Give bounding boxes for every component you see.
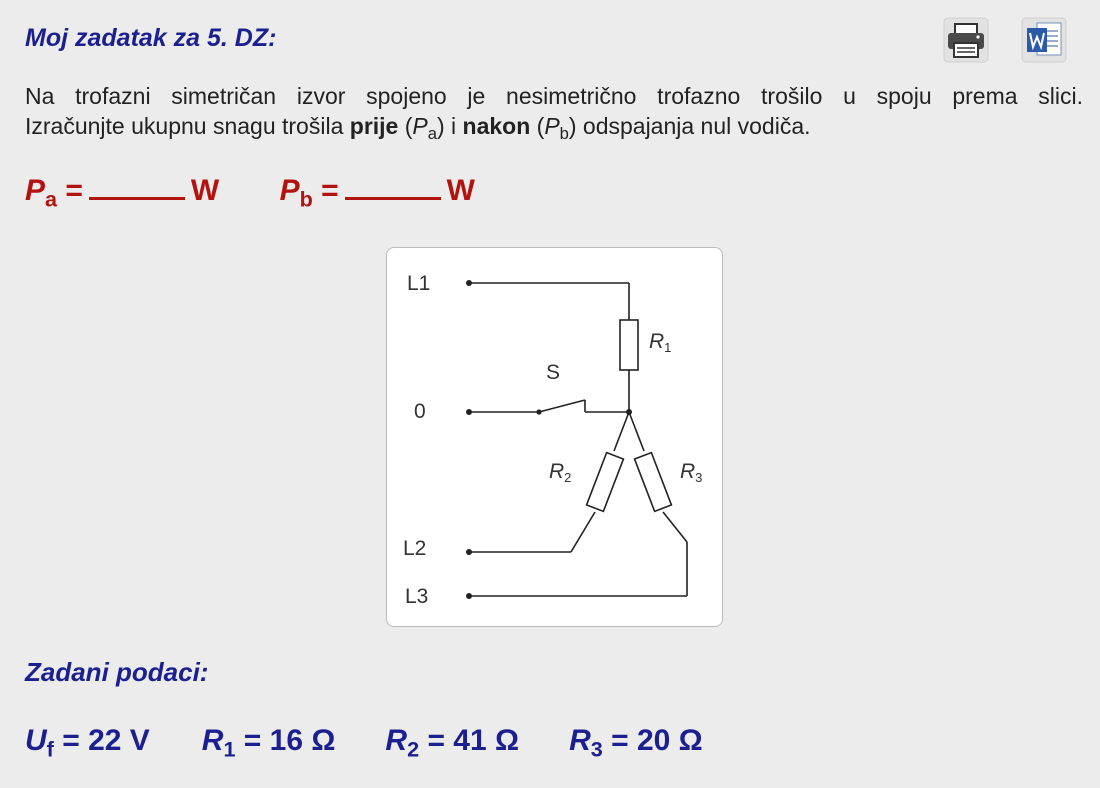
resistor-r2 [587, 453, 624, 512]
given-uf: $U_f = 22$ V [25, 724, 150, 762]
given-r1: $R_1 = 16$ Ω [201, 724, 336, 762]
label-l2: L2 [403, 537, 427, 560]
label-l1: L1 [407, 272, 431, 295]
answer-fields [25, 174, 475, 212]
label-r1: R1 [649, 330, 672, 355]
answer-pa-blank[interactable] [89, 177, 185, 200]
label-switch: S [546, 361, 561, 384]
label-neutral: 0 [414, 400, 426, 423]
resistor-r3 [635, 453, 672, 512]
circuit-diagram [386, 247, 723, 627]
label-l3: L3 [405, 585, 429, 608]
resistor-r1 [620, 320, 638, 370]
given-r2: $R_2 = 41$ Ω [385, 724, 520, 762]
answer-pa: $P_a = W$ [25, 174, 220, 212]
circuit-svg [387, 248, 722, 626]
problem-line-1: Na trofazni simetričan izvor spojeno je nesimetrično trofazno trošilo u spoju prema slici. [25, 83, 1083, 109]
print-button[interactable] [943, 17, 989, 63]
ms-word-icon [1021, 17, 1067, 63]
switch-s [539, 400, 585, 412]
label-r2: R2 [549, 460, 572, 485]
given-data-title: Zadani podaci: [25, 657, 209, 687]
printer-icon [943, 17, 989, 63]
word-export-button[interactable] [1021, 17, 1067, 63]
label-r3: R3 [680, 460, 703, 485]
problem-line-2: Izračunjte ukupnu snagu trošila prije $(P_a)$ i nakon $(P_b)$ odspajanja nul vodiča. [25, 113, 811, 143]
answer-pb-blank[interactable] [345, 177, 441, 200]
answer-pb: $P_b = W$ [279, 174, 475, 212]
given-data [25, 724, 753, 762]
given-r3: $R_3 = 20$ Ω [569, 724, 703, 762]
task-title: Moj zadatak za 5. DZ: [25, 24, 277, 52]
